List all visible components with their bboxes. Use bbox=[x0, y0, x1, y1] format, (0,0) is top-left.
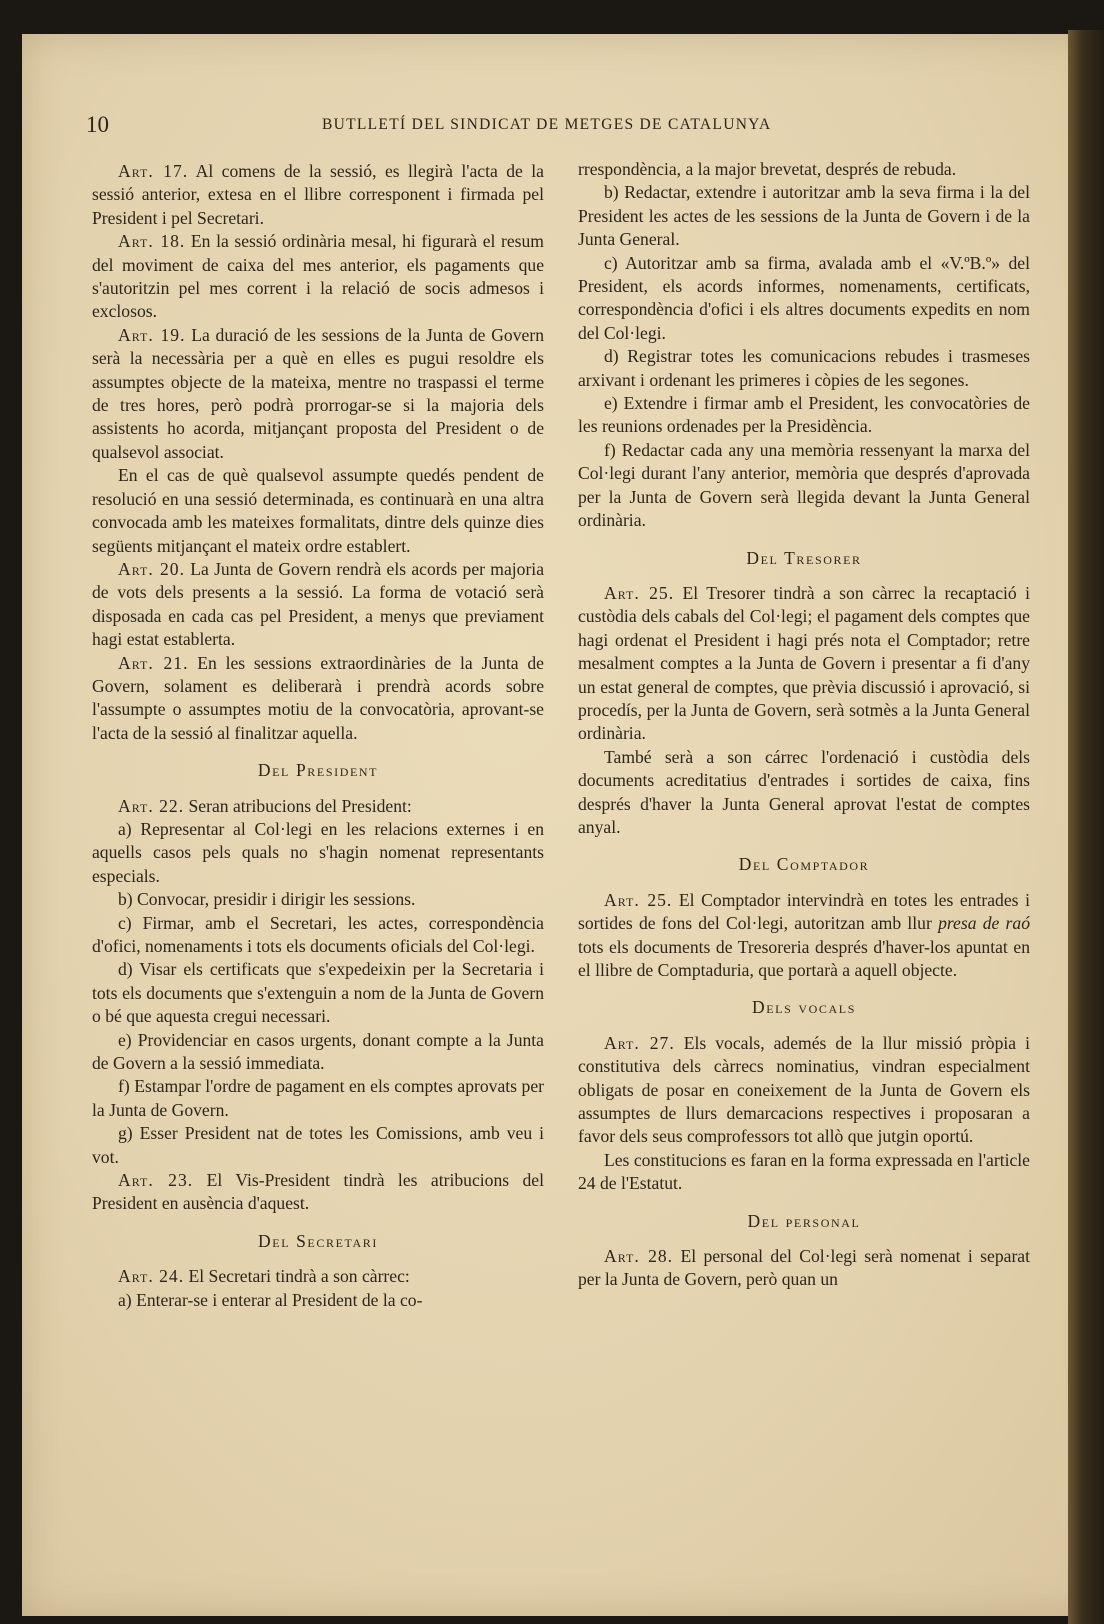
article-text: El Comptador intervindrà en totes les entrades i sortides de fons del Col·legi, autoritzan amb llur bbox=[578, 889, 1030, 934]
page-header bbox=[82, 112, 982, 142]
section-title-secretari: Del Secretari bbox=[258, 1230, 378, 1251]
article-text: La Junta de Govern rendrà els acords per majoria de vots dels presents a la sessió. La forma de votació serà disposada en cada cas pel President, a menys que previament hagi estat establerta. bbox=[92, 558, 545, 650]
list-item: g) Esser President nat de totes les Comissions, amb veu i vot. bbox=[92, 1123, 544, 1167]
article-text: Al comens de la sessió, es llegirà l'acta de la sessió anterior, extesa en el llibre corresponent i firmada pel President i pel Secretari. bbox=[92, 161, 544, 228]
section-title-president: Del President bbox=[257, 760, 379, 781]
article-22 bbox=[92, 795, 544, 818]
list-item: f) Estampar l'ordre de pagament en els comptes aprovats per la Junta de Govern. bbox=[92, 1076, 544, 1120]
article-text: La duració de les sessions de la Junta de Govern serà la necessària per a què en elles es pugui resoldre els assumptes objecte de la mateixa, mentre no traspassi el terme de tres hores, però podrà prorrogar-se si la majoria dels assistents ho acorda, mitjançant proposta del President o de qualsevol associat. bbox=[92, 324, 544, 462]
list-item: c) Autoritzar amb sa firma, avalada amb el «V.ºB.º» del President, els acords informes, nomenaments, certificats, correspondència d'ofici i els altres documents expedits en nom del Col·legi. bbox=[578, 252, 1030, 343]
article-text: El personal del Col·legi serà nomenat i separat per la Junta de Govern, però quan un bbox=[578, 1246, 1031, 1290]
article-label: Art. 25. bbox=[604, 889, 673, 910]
list-item: d) Registrar totes les comunicacions rebudes i trasmeses arxivant i ordenant les primeres i còpies de les segones. bbox=[578, 346, 1030, 390]
article-label: Art. 17. bbox=[118, 161, 189, 181]
article-21 bbox=[92, 652, 544, 746]
article-text: En les sessions extraordinàries de la Junta de Govern, solament es deliberarà i prendrà acords sobre l'assumpte o assumptes motiu de la convocatòria, aprovant-se l'acta de la sessió al finalitzar aquella. bbox=[92, 652, 544, 743]
article-text: El Secretari tindrà a son càrrec: bbox=[188, 1266, 410, 1287]
article-label: Art. 22. bbox=[118, 795, 185, 816]
list-item: e) Providenciar en casos urgents, donant compte a la Junta de Govern a la sessió immediata. bbox=[92, 1029, 544, 1074]
article-25-continuation: També serà a son cárrec l'ordenació i custòdia dels documents acreditatius d'entrades i sortides de caixa, fins després d'haver la Junta General aprovat l'estat de comptes anyal. bbox=[578, 746, 1030, 837]
article-25-tresorer bbox=[578, 582, 1030, 746]
right-column bbox=[578, 158, 1030, 1292]
article-label: Art. 24. bbox=[118, 1266, 185, 1287]
page-number: 10 bbox=[86, 112, 109, 137]
article-27 bbox=[578, 1032, 1030, 1149]
list-item: b) Convocar, presidir i dirigir les sessions. bbox=[118, 889, 416, 910]
running-head: BUTLLETÍ DEL SINDICAT DE METGES DE CATALUNYA bbox=[322, 116, 772, 133]
article-text: tots els documents de Tresoreria després d'haver-los apuntat en el llibre de Comptaduria, que portarà a aquell objecte. bbox=[578, 936, 1030, 980]
list-item: f) Redactar cada any una memòria ressenyant la marxa del Col·legi durant l'any anterior, memòria que després d'aprovada per la Junta de Govern serà llegida devant la Junta General ordinària. bbox=[578, 439, 1030, 531]
list-item-continuation: rrespondència, a la major brevetat, després de rebuda. bbox=[578, 159, 957, 179]
article-text: El Tresorer tindrà a son càrrec la recaptació i custòdia dels cabals del Col·legi; el pagament dels comptes que hagi ordenat el President i hagi prés nota el Comptador; retre mesalment comptes a la Junta de Govern i presentar a fi d'any un estat general de comptes, que prèvia discussió i aprovació, si procedís, per la Junta de Govern, serà sotmès a la Junta General ordinària. bbox=[578, 582, 1030, 744]
article-18 bbox=[92, 230, 544, 324]
article-label: Art. 18. bbox=[118, 231, 186, 252]
article-27-continuation: Les constitucions es faran en la forma expressada en l'article 24 de l'Estatut. bbox=[578, 1149, 1030, 1194]
list-item: d) Visar els certificats que s'expedeixin per la Secretaria i tots els documents que s'extenguin a nom de la Junta de Govern o bé que aquesta cregui necessari. bbox=[92, 959, 544, 1027]
section-title-vocals: Dels vocals bbox=[752, 997, 856, 1018]
article-text: En la sessió ordinària mesal, hi figurarà el resum del moviment de caixa del mes anterior, els pagaments que s'autoritzin pel mes corrent i la relació de socis admesos i exclosos. bbox=[92, 231, 544, 322]
section-title-tresorer: Del Tresorer bbox=[746, 547, 862, 568]
list-item: c) Firmar, amb el Secretari, les actes, correspondència d'ofici, nomenaments i tots els documents oficials del Col·legi. bbox=[92, 912, 544, 956]
article-17 bbox=[92, 160, 544, 230]
italic-phrase: presa de raó bbox=[938, 913, 1030, 934]
article-text: Seran atribucions del President: bbox=[188, 795, 412, 816]
section-title-comptador: Del Comptador bbox=[738, 854, 870, 875]
article-19 bbox=[92, 324, 544, 464]
book-spine-edge bbox=[1068, 30, 1104, 1624]
section-title-personal: Del personal bbox=[747, 1210, 861, 1231]
article-23 bbox=[92, 1169, 544, 1216]
article-24 bbox=[92, 1265, 544, 1288]
list-item: e) Extendre i firmar amb el President, les convocatòries de les reunions ordenades per la Presidència. bbox=[578, 393, 1030, 437]
list-item: a) Representar al Col·legi en les relacions externes i en aquells casos pels quals no s'hagin nomenat representants especials. bbox=[92, 818, 544, 886]
article-label: Art. 28. bbox=[604, 1246, 674, 1267]
list-item: b) Redactar, extendre i autoritzar amb la seva firma i la del President les actes de les sessions de la Junta de Govern i de la Junta General. bbox=[578, 182, 1030, 250]
article-20 bbox=[92, 558, 544, 652]
article-text: Els vocals, ademés de la llur missió pròpia i constitutiva dels càrrecs nominatius, vindran especialment obligats de posar en coneixement de la Junta de Govern els assumptes de llurs demarcacions respectives i proposaran a favor dels seus comprofessors tot allò que jutgin oportú. bbox=[578, 1032, 1031, 1147]
article-19-continuation: En el cas de què qualsevol assumpte quedés pendent de resolució en una sessió determinada, es continuarà en una altra convocada amb les mateixes formalitats, dintre dels quinze dies següents mitjançant el mateix ordre establert. bbox=[92, 465, 544, 556]
article-text: El Vis-President tindrà les atribucions del President en ausència d'aquest. bbox=[92, 1170, 545, 1214]
list-item: a) Enterar-se i enterar al President de la co- bbox=[118, 1289, 423, 1310]
article-label: Art. 25. bbox=[604, 582, 675, 603]
article-label: Art. 20. bbox=[118, 558, 185, 579]
article-label: Art. 23. bbox=[118, 1170, 194, 1191]
left-column bbox=[92, 160, 544, 1312]
article-label: Art. 27. bbox=[604, 1032, 675, 1053]
article-28 bbox=[578, 1245, 1030, 1292]
article-label: Art. 21. bbox=[118, 652, 189, 673]
article-label: Art. 19. bbox=[118, 324, 186, 345]
article-25-comptador bbox=[578, 889, 1030, 983]
